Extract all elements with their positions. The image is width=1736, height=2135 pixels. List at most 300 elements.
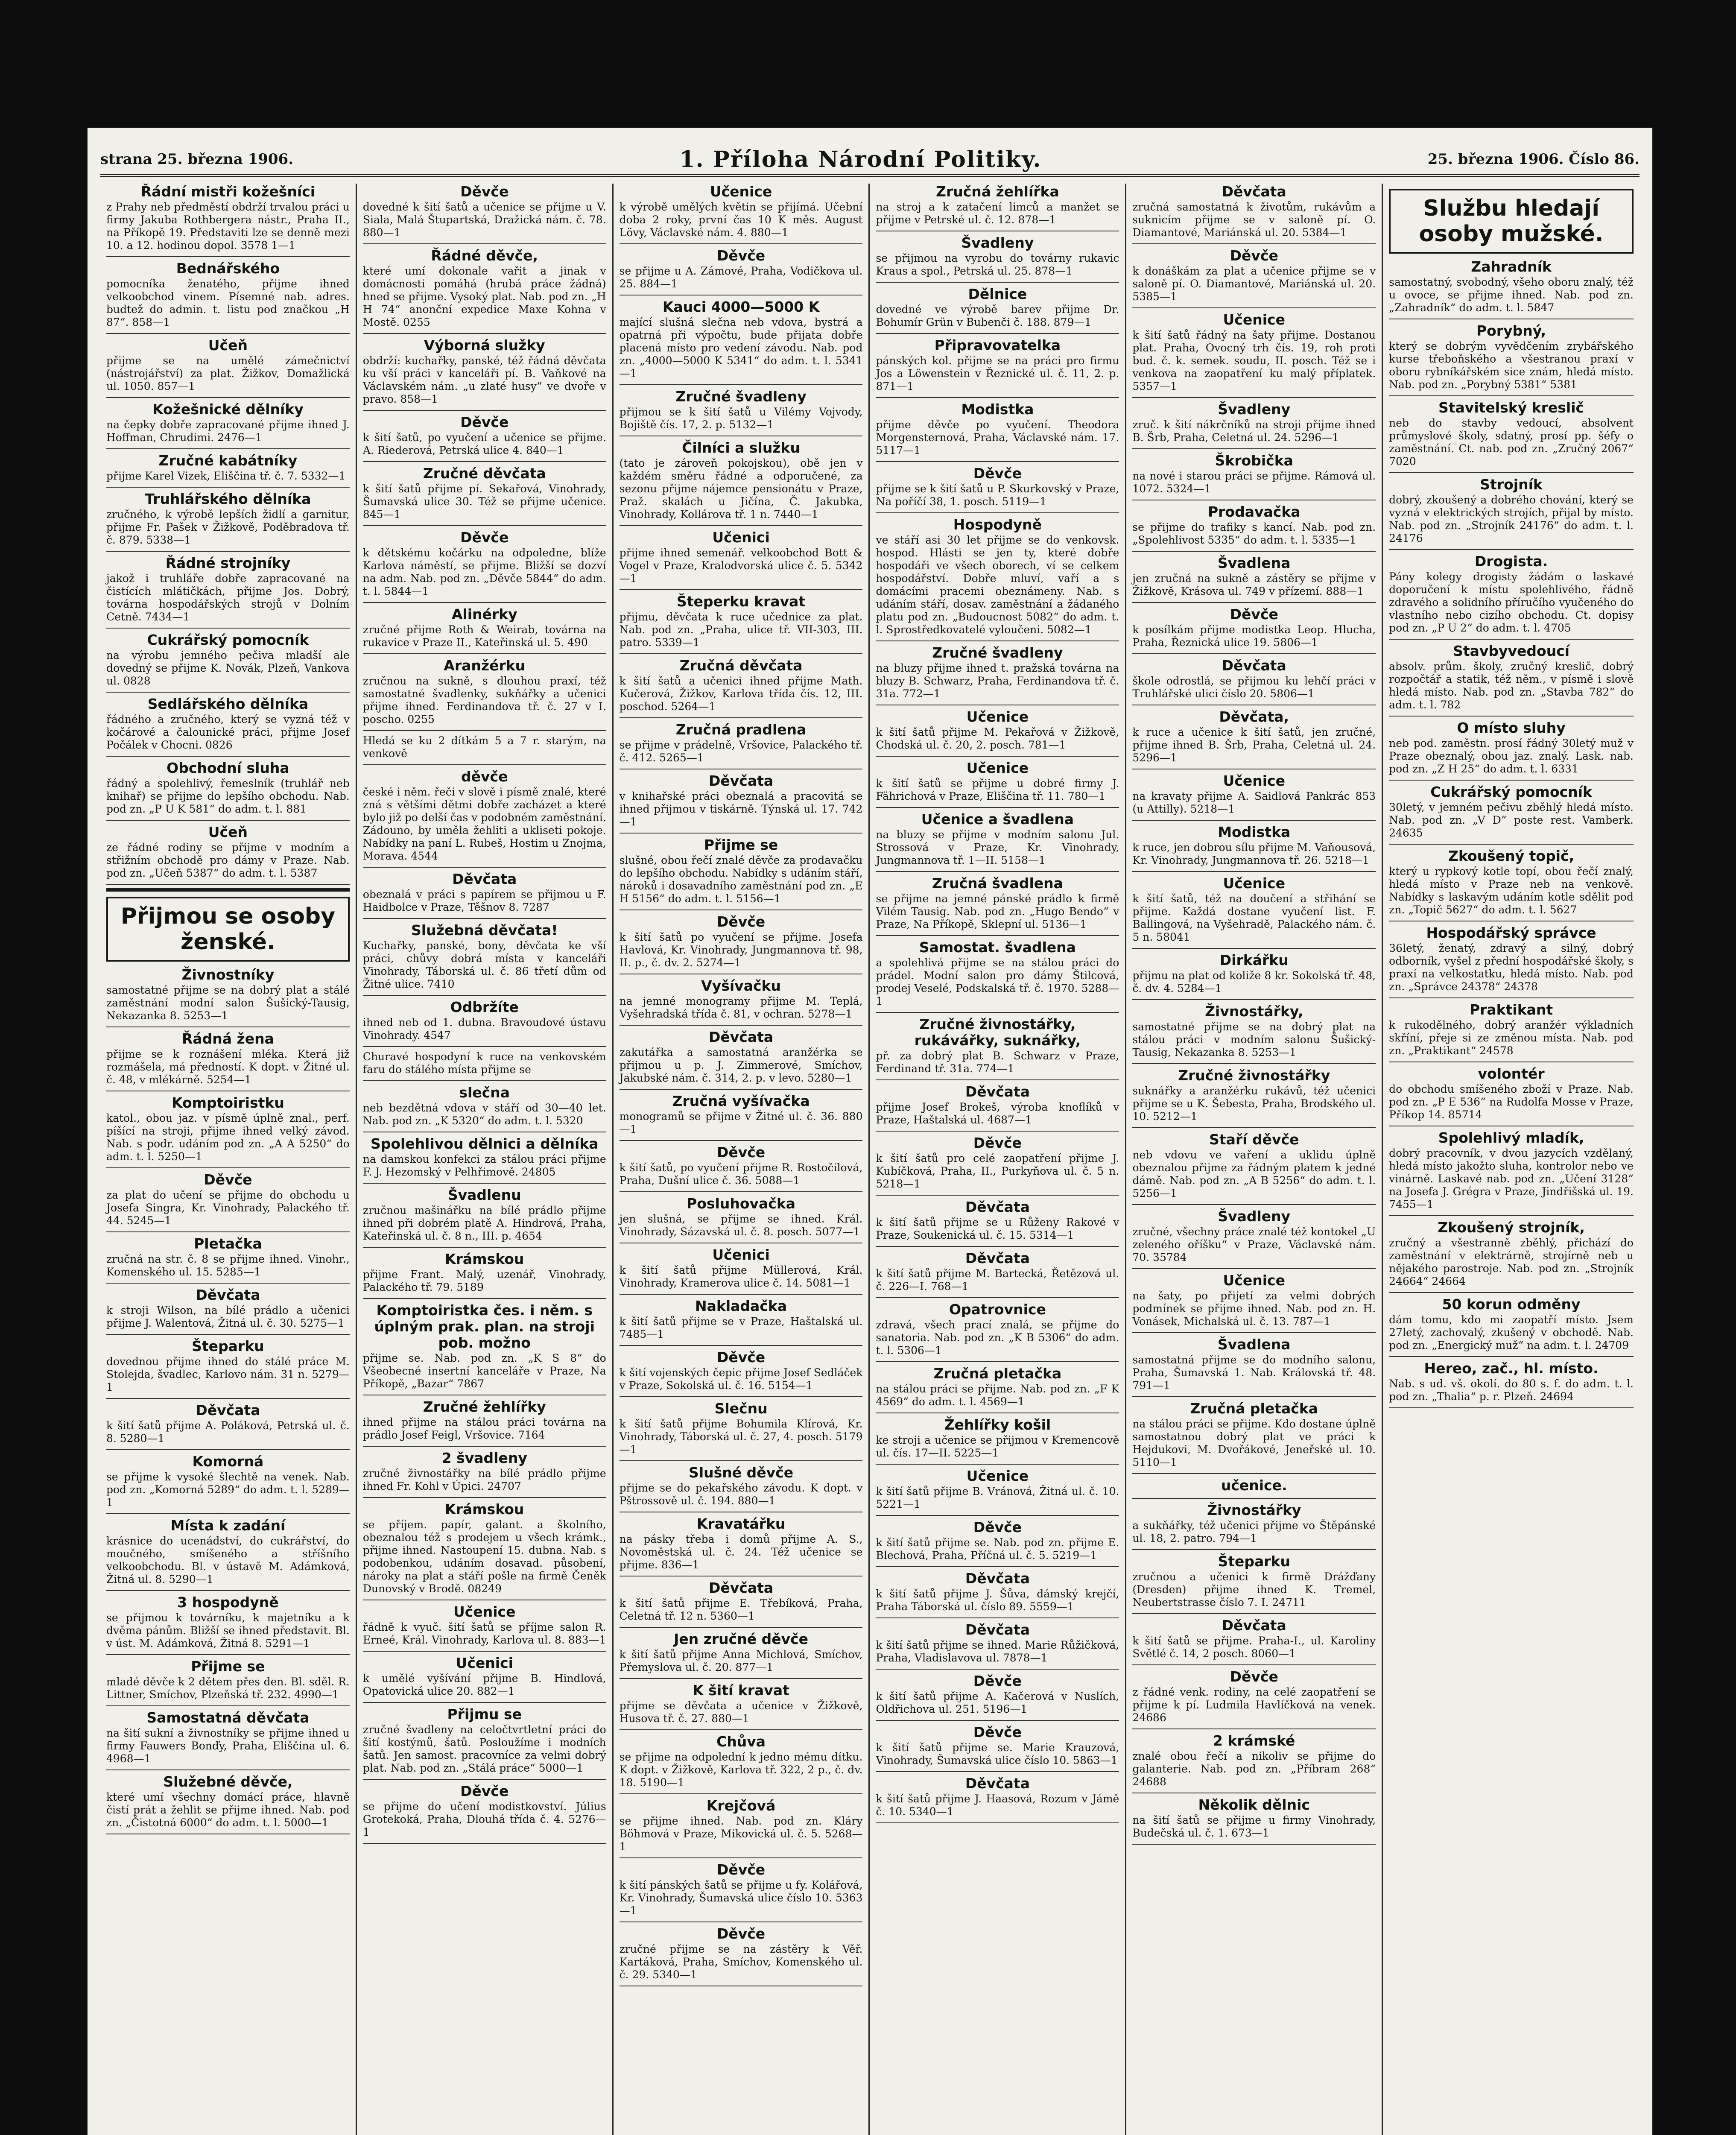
classified-ad [876,645,1119,700]
ad-divider [876,1617,1119,1618]
ad-heading: Hospodyně [953,516,1042,533]
ad-heading: Děvče [973,1135,1022,1151]
ad-divider [1389,716,1634,717]
classified-ad [876,184,1119,226]
ad-body: obdrží: kuchařky, panské, též řádná děvčata ku vší práci v kanceláři pí. B. Vaňkové na Václavském nám. „u zlaté husy“ ve dvoře v pravo. 858—1 [362,354,606,405]
ad-body: na výrobu jemného pečiva mladší ale dovedný se přijme K. Novák, Plzeň, Vankova ul. 0828 [106,649,350,687]
ad-body: řádného a zručného, který se vyzná též v kočárové a čalounické práci, přijme Josef Počálek v Chocni. 0826 [106,713,350,751]
ad-body: k šití šatů přijme B. Vránová, Žitná ul. č. 10. 5221—1 [876,1485,1119,1510]
ad-divider [876,1012,1119,1013]
ad-heading: K šití kravat [693,1682,789,1699]
ad-body: a sukňářky, též učenici přijme vo Štěpánské ul. 18, 2. patro. 794—1 [1132,1519,1376,1544]
section-heading-box: Přijmou se osoby ženské. [106,897,350,962]
ad-body: suknářky a aranžérku rukávů, též učenici přijme se u K. Šebesta, Praha, Brodského ul. 10. 5212—1 [1132,1085,1376,1123]
ad-divider [106,820,350,821]
masthead [100,144,1640,177]
ad-divider [620,1089,863,1090]
section-rule [106,888,350,892]
ad-body: na jemné monogramy přijme M. Teplá, Vyšehradská třída č. 81, v ochran. 5278—1 [619,995,863,1020]
classified-ad [363,1187,606,1243]
classified-ad [1132,773,1376,816]
ad-body: se přijme na jemné pánské prádlo k firmě Vilém Tausig. Nab. pod zn. „Hugo Bendo“ v Praze, Na Příkopě, Sklepní ul. 5136—1 [876,892,1119,930]
ad-heading: Cukrářský pomocník [1430,784,1592,800]
ad-body: dám tomu, kdo mi zaopatří místo. Jsem 27letý, zachovalý, zkušený v obchodě. Nab. pod zn. „Energický muž“ na adm. t. l. 24709 [1389,1313,1634,1351]
classified-ad [1389,925,1634,993]
ad-body: absolv. prům. školy, zručný kreslič, dobrý rozpočtář a statik, též něm., v písmě i slově hledá místo. Nab. pod zn. „Stavba 782“ do adm. t. l. 782 [1389,660,1634,711]
ad-body: škole odrostlá, se přijmou ku lehčí práci v Truhlářské ulici číslo 20. 5806—1 [1132,675,1376,700]
ad-heading: Děvčata [965,1083,1030,1100]
ad-heading: Učenici [456,1655,513,1671]
column-5 [1126,184,1383,2135]
ad-divider [1389,472,1634,473]
header-title: 1. Příloha Národní Politiky. [679,146,1042,173]
ad-body: k šití šatů po vyučení se přijme. Josefa Havlová, Kr. Vinohrady, Jungmannova tř. 98, II. p., č. dv. 2. 5274—1 [619,931,863,969]
ad-divider [106,1654,350,1655]
classified-ad [1132,401,1376,444]
ad-divider [106,397,350,398]
classified-ad [1132,1272,1376,1328]
ad-heading: Děvče [460,529,509,546]
ad-heading: Řádné děvče, [431,247,538,264]
ad-divider [1132,1063,1376,1064]
ad-heading: Děvčata [196,1287,260,1303]
ad-heading: Zručná pletačka [933,1365,1062,1382]
ad-divider [363,410,606,411]
ad-body: přijme Frant. Malý, uzenář, Vinohrady, Palackého tř. 79. 5189 [362,1268,606,1293]
ad-heading: Zručné živnostářky [1178,1067,1330,1084]
classified-ad [106,401,350,444]
ad-body: přijme se k roznášení mléka. Která již rozmášela, má předností. K dopt. v Žitné ul. č. 48, v mlékárně. 5254—1 [106,1048,350,1086]
ad-divider [1132,1473,1376,1474]
classified-ad [876,709,1119,752]
classified-ad [876,1622,1119,1664]
classified-ad [106,1236,350,1278]
ad-body: přijme se. Nab. pod zn. „K S 8“ do Všeobecné insertní kanceláře v Praze, Na Příkopě, „Bazar“ 7867 [362,1352,606,1390]
header-date-right: 25. března 1906. Číslo 86. [1427,151,1640,168]
classified-ad [876,1016,1119,1075]
ad-body: přijme se k šití šatů u P. Skurkovský v Praze, Na poříčí 38, 1. posch. 5119—1 [876,483,1119,508]
ad-divider [876,807,1119,808]
ad-divider [620,243,863,244]
ad-body: Churavé hospodyní k ruce na venkovském faru do stálého místa přijme se [362,1050,606,1076]
ad-heading: Děvčata, [1219,708,1289,725]
ad-body: k šití šatů, též na doučení a střihání se přijme. Každá dostane vyučení list. F. Ballingová, na Vyšehradě, Palackého nám. č. 5 n. 58041 [1132,892,1376,943]
classified-ad [1132,606,1376,649]
ad-body: k šití šatů pro celé zaopatření přijme J. Kubíčková, Praha, II., Purkyňova ul. č. 5 n. 5218—1 [876,1152,1119,1190]
ad-body: k ruce a učenice k šití šatů, jen zručné, přijme ihned B. Šrb, Praha, Celetná ul. 24. 5296—1 [1132,726,1376,764]
ad-divider [363,1702,606,1703]
ad-divider [1132,243,1376,244]
classified-ad [620,389,863,431]
ad-body: slušné, obou řečí znalé děvče za prodavačku do lepšího obchodu. Nabídky s udáním stáří, nároků i dosavadního zaměstnání pod zn. „E H 5156“ do adm. t. l. 5156—1 [619,854,863,905]
classified-ad [363,769,606,863]
ad-divider [1132,1204,1376,1205]
ad-body: pomocníka ženatého, přijme ihned velkoobchod vinem. Písemné nab. adres. budtež do admin. t. listu pod značkou „H 87“. 858—1 [106,278,350,328]
ad-divider [1132,1844,1376,1845]
ad-heading: Služebná děvčata! [411,922,558,939]
classified-ad [620,1631,863,1674]
ad-body: k umělé vyšívání přijme B. Hindlová, Opatovická ulice 20. 882—1 [362,1672,606,1697]
classified-ad [1132,248,1376,303]
classified-ad [876,1301,1119,1357]
column-2 [357,184,614,2135]
ad-body: se přijme na odpolední k jedno mému dítku. K dopt. v Žižkově, Karlova tř. 322, 2 p., č. dv. 18. 5190—1 [619,1751,863,1789]
ad-heading: Odbržíte [450,999,519,1015]
classified-ad [1389,323,1634,391]
ad-body: přijme ihned semenář. velkoobchod Bott & Vogel v Praze, Kralodvorská ulice č. 5. 5342—1 [619,547,863,585]
ad-body: na šití sukní a živnostníky se přijme ihned u firmy Fauwers Bonďy, Praha, Eliščina ul. 6. 4968—1 [106,1727,350,1765]
ad-body: k výrobě umělých květin se přijímá. Učební doba 2 roky, první čas 10 K měs. August Lövy, Václavské nám. 4. 880—1 [619,201,863,239]
ad-body: se přijme u A. Zámové, Praha, Vodičkova ul. 25. 884—1 [619,265,863,290]
classified-ad [620,1580,863,1623]
ad-body: k šití šatů a učenici ihned přijme Math. Kučerová, Žižkov, Karlova třída čís. 12, III. poschod. 5264—1 [619,675,863,713]
classified-ad [106,760,350,816]
ad-body: jen zručná na sukně a zástěry se přijme v Žižkově, Krásova ul. 749 v přízemí. 888—1 [1132,572,1376,597]
ad-divider [620,1191,863,1192]
classified-ad [1389,1296,1634,1352]
classified-ad [363,529,606,598]
ad-heading: Pletačka [194,1235,262,1252]
ad-divider [106,1167,350,1168]
ad-body: k šití šatů přijme M. Bartecká, Řetězová ul. č. 226—I. 768—1 [876,1267,1119,1293]
ad-divider [1132,1498,1376,1499]
ad-heading: Děvče [716,247,766,264]
classified-ad [1389,1130,1634,1211]
ad-body: na stálou práci se přijme. Nab. pod zn. „F K 4569“ do adm. t. l. 4569—1 [876,1383,1119,1408]
ad-body: k rukodělného, dobrý aranžér výkladních skříní, přeje si ze změnou místa. Nab. pod zn. „Praktikant“ 24578 [1389,1019,1634,1057]
ad-heading: Děvčata [1222,184,1286,200]
ad-divider [876,1131,1119,1132]
ad-body: k šití šatů přijme se. Nab. pod zn. přijme E. Blechová, Praha, Příčná ul. č. 5. 5219—1 [876,1536,1119,1562]
ad-body: se přijme do učení modistkovství. Július Grotekoká, Praha, Dlouhá třída č. 4. 5276—1 [362,1800,606,1838]
classified-ad [1132,1337,1376,1392]
classified-ad [620,1247,863,1290]
ad-divider [106,884,350,885]
ad-divider [363,461,606,462]
classified-ad [620,1516,863,1571]
section-heading-box: Službu hledají osoby mužské. [1389,189,1634,254]
ad-body: př. za dobrý plat B. Schwarz v Praze, Ferdinand tř. 31a. 774—1 [876,1050,1119,1075]
ad-body: na damskou konfekci za stálou práci přijme F. J. Hezomský v Pelhřimově. 24805 [362,1153,606,1178]
classified-ad [1132,555,1376,598]
ad-body: ve stáří asi 30 let přijme se do venkovsk. hospod. Hlásti se jen ty, které dobře hospodáři ve všech oborech, ví se celkem hospodářství. Dobře mluví, vaří a s domácími pracemi obeznámeny. Nab. s udáním stáří, dosav. zaměstnání a žádaného platu pod zn. „Budoucnost 5082“ do adm. t. l. Sprostředkovatelé vyloučeni. 5082—1 [876,534,1119,636]
ad-heading: Šteparku [192,1338,264,1354]
ad-divider [620,1294,863,1295]
ad-body: české i něm. řeči v slově i písmě znalé, které zná s většími dětmi dobře zacházet a které bylo již po delší čas v podobném zaměstnání. Zádouno, by uměla žehliti a ukliseti pokoje. Nabídky na paní L. Rubeš, Hostim u Znojma, Morava. 4544 [362,786,606,862]
classified-ad [363,871,606,914]
ad-body: pánských kol. přijme se na práci pro firmu Jos a Löwenstein v Řeznické ul. č. 11, 2. p. 871—1 [876,354,1119,392]
ad-body: k šití šatů řádný na šaty přijme. Dostanou plat. Praha, Ovocný trh čís. 19, roh proti bud. č. k. semek. soudu, II. posch. Též se i venkova na zaopatření ku malý příplatek. 5357—1 [1132,329,1376,392]
classified-ad [1389,848,1634,916]
ad-divider [1132,1127,1376,1128]
classified-ad [1132,824,1376,867]
ad-heading: Kravatářku [696,1515,786,1532]
ad-heading: Komptoiristku [171,1094,284,1111]
ad-heading: Komorná [192,1453,264,1470]
classified-ad [876,1775,1119,1818]
ad-divider [1132,1613,1376,1614]
classified-ad [1132,1208,1376,1264]
ad-body: se přijme ihned. Nab. pod zn. Kláry Böhmová v Praze, Mikovická ul. č. 5. 5268—1 [619,1815,863,1853]
ad-heading: Alinérky [451,606,517,623]
ad-divider [363,995,606,996]
classified-ad [620,978,863,1021]
ad-divider [876,1246,1119,1247]
classified-ad [363,1604,606,1647]
ad-heading: Opatrovnice [949,1301,1046,1318]
ad-heading: Švadleny [1218,401,1291,418]
ad-heading: Dirkářku [1219,952,1289,968]
ad-divider [106,1283,350,1284]
ad-body: k posílkám přijme modistka Leop. Hlucha, Praha, Řeznická ulice 19. 5806—1 [1132,623,1376,649]
header-date-left: strana 25. března 1906. [100,151,294,168]
ad-heading: Děvče [973,1724,1022,1740]
ad-heading: Slušné děvče [689,1464,794,1481]
classified-ad [1132,1669,1376,1724]
ad-divider [876,1195,1119,1196]
ad-divider [106,1398,350,1399]
classified-ad [363,922,606,991]
classified-ad [363,999,606,1042]
ad-body: ze řádné rodiny se přijme v modním a střižním obchodě pro dámy v Praze. Nab. pod zn. „Učeň 5387“ do adm. t. l. 5387 [106,841,350,879]
ad-divider [1389,1292,1634,1293]
ad-divider [106,1231,350,1232]
classified-ad [620,1196,863,1238]
classified-ad [106,824,350,880]
ad-divider [1389,997,1634,998]
ad-divider [1132,653,1376,654]
ad-heading: Výborná služky [424,337,545,354]
ad-divider [1389,639,1634,640]
ad-body: na čepky dobře zapracované přijme ihned J. Hoffman, Chrudimi. 2476—1 [106,418,350,444]
ad-body: dovednou přijme ihned do stálé práce M. Stolejda, švadlec, Karlovo nám. 31 n. 5279—1 [106,1355,350,1393]
classified-ad [106,967,350,1022]
ad-divider [363,333,606,334]
classified-ad [1132,312,1376,393]
ad-heading: Učenice [1223,772,1285,789]
ad-heading: děvče [461,768,508,785]
ad-divider [1132,999,1376,1000]
ad-body: přijme se děvčata a učenice v Žižkově, Husova tř. č. 27. 880—1 [619,1699,863,1725]
ad-heading: Zručná žehlířka [936,184,1059,200]
ad-heading: Zručné živnostářky, rukávářky, suknářky, [914,1016,1081,1049]
ad-divider [1132,1549,1376,1550]
ad-heading: Místa k zadání [170,1517,286,1534]
ad-heading: Modistka [961,401,1034,418]
ad-body: zručné, všechny práce znalé též kontokel „U zeleného oříšku“ v Praze, Václavské nám. 70. 35784 [1132,1225,1376,1263]
ad-body: Nab. s ud. vš. okolí. do 80 s. f. do adm. t. l. pod zn. „Thalia“ p. r. Plzeň. 24694 [1389,1378,1634,1403]
ad-heading: Učenice [1223,1272,1285,1289]
ad-body: krásnice do ucenádství, do cukrářství, do moučného, smíšeného a stříšního velkoobchodu. Bl. v ústavě M. Adámková, Žitná ul. 8. 5290—1 [106,1535,350,1585]
ad-body: samostatné přijme se na dobrý plat a stálé zaměstnání modní salon Šušický-Tausig, Nekazanka 8. 5253—1 [106,984,350,1022]
ad-divider [363,1183,606,1184]
ad-body: samostatný, svobodný, všeho oboru znalý, též u ovoce, se přijme ihned. Nab. pod zn. „Zahradník“ do adm. t. l. 5847 [1389,276,1634,314]
classified-ad [363,1655,606,1698]
ad-heading: Švadlenu [447,1187,521,1203]
ad-heading: Učenice [710,184,772,200]
ad-heading: Strojník [1480,476,1543,493]
classified-ad [1132,658,1376,700]
classified-ad [1389,1066,1634,1121]
classified-ad [1389,784,1634,839]
ad-divider [876,871,1119,872]
ad-divider [106,333,350,334]
ad-divider [620,1140,863,1141]
ad-heading: Zručná pletačka [1190,1400,1318,1417]
ad-heading: Krámskou [445,1251,524,1267]
ad-divider [1389,1407,1634,1408]
ad-heading: Děvčata [965,1570,1030,1587]
classified-ad [620,837,863,905]
classified-ad [106,1710,350,1765]
ad-divider [106,1334,350,1335]
ad-divider [106,1513,350,1514]
classified-ad [1389,400,1634,468]
classified-ad [620,1862,863,1917]
ad-heading: Děvčata [708,1029,774,1045]
ad-divider [620,589,863,590]
ad-divider [106,448,350,449]
ad-divider [620,1345,863,1346]
ad-heading: 50 korun odměny [1442,1296,1581,1313]
ad-heading: Učenice [1223,875,1285,892]
classified-ad [363,1085,606,1127]
ad-divider [620,1460,863,1461]
classified-ad [1389,1360,1634,1403]
ad-heading: Samostatná děvčata [146,1709,310,1726]
ad-heading: Děvče [1230,247,1278,264]
classified-ad [876,286,1119,329]
ad-body: se přijmou k továrníku, k majetníku a k dvěma pánům. Bližší se ihned představit. Bl. v úst. M. Adámková, Žitná 8. 5291—1 [106,1611,350,1650]
ad-heading: Děvčata [1222,657,1286,674]
ad-body: který u rypkový kotle topí, obou řečí znalý, hledá místo v Praze neb na venkově. Nabídky s laskavým udáním kotle sdělit pod zn. „Topič 5627“ do adm. t. l. 5627 [1389,865,1634,916]
ad-body: řádně k vyuč. šití šatů se příjme salon R. Erneé, Král. Vinohrady, Karlova ul. 8. 883—1 [362,1621,606,1646]
ad-divider [363,653,606,654]
ad-divider [876,1720,1119,1721]
classified-ad [876,1417,1119,1459]
ad-divider [363,1080,606,1081]
ad-heading: O místo sluhy [1457,719,1566,736]
ad-heading: Přijme se [191,1658,265,1675]
ad-heading: Praktikant [1469,1001,1553,1018]
ad-body: které umí dokonale vařit a jinak v domácnosti pomáhá (hrubá práce žádná) hned se přijme. Vysoký plat. Nab. pod zn. „H H 74“ anonční expedice Maxe Kohna v Mostě. 0255 [362,265,606,328]
ad-heading: Učenice [966,760,1029,776]
classified-ad [620,1682,863,1725]
ad-body: k šití šatů, po vyučení přijme R. Rostočilová, Praha, Dušní ulice č. 36. 5088—1 [619,1161,863,1187]
ad-body: a spolehlivá přijme se na stálou práci do prádel. Modní salon pro dámy Štilcová, prodej Veselé, Podskalská tř. č. 1970. 5288—1 [876,956,1119,1007]
ad-heading: Zkoušený topič, [1448,848,1575,864]
ad-body: k šití šatů se přijme. Praha-I., ul. Karoliny Světlé č. 14, 2 posch. 8060—1 [1132,1635,1376,1660]
ad-body: zručnou a učenici k firmě Drážďany (Dresden) přijme ihned K. Tremel, Neubertstrasse číslo 7. I. 24711 [1132,1571,1376,1609]
ad-divider [363,867,606,868]
ad-heading: Živnostářky, [1205,1003,1303,1020]
ad-body: se přijme do trafiky s kancí. Nab. pod zn. „Spolehlivost 5335“ do adm. t. l. 5335—1 [1132,521,1376,546]
classified-ad [363,1783,606,1839]
ad-heading: učenice. [1221,1477,1287,1494]
ad-divider [876,333,1119,334]
ad-heading: Učenice [966,1468,1029,1484]
classified-ad [620,1029,863,1085]
ad-body: přijmu, děvčata k ruce učednice za plat. Nab. pod zn. „Praha, ulice tř. VII-303, III. patro. 5339—1 [619,611,863,649]
ad-divider [106,1705,350,1706]
ad-body: za plat do učení se přijme do obchodu u Josefa Singra, Kr. Vinohrady, Palackého tř. 44. 5245—1 [106,1189,350,1227]
ad-divider [363,1497,606,1498]
ad-body: na šití šatů se přijme u firmy Vinohrady, Budečská ul. č. 1. 673—1 [1132,1814,1376,1839]
ad-heading: Děvče [460,414,509,430]
ad-heading: Slečnu [714,1400,768,1417]
ad-heading: Porybný, [1476,322,1546,339]
ad-body: 36letý, ženatý, zdravý a silný, dobrý odborník, vyšel z přední hospodářské školy, s praxí na velkostatku, hledá místo. Nab. pod zn. „Správce 24378“ 24378 [1389,942,1634,993]
ad-heading: Zručné žehlířky [423,1398,546,1415]
classified-ad [876,1366,1119,1408]
ad-heading: Děvčata [196,1402,260,1418]
ad-divider [363,243,606,244]
ad-divider [876,512,1119,513]
ad-body: se přijme k vysoké šlechtě na venek. Nab. pod zn. „Komorná 5289“ do adm. t. l. 5289—1 [106,1471,350,1509]
classified-ad [620,1298,863,1341]
ad-divider [363,1779,606,1780]
classified-ad [876,1468,1119,1511]
classified-ad [363,1450,606,1493]
classified-ad [620,248,863,290]
classified-ad [1132,1797,1376,1840]
ad-heading: Děvčata [1222,1617,1286,1634]
classified-ad [1132,1617,1376,1660]
ad-divider [106,756,350,757]
ad-divider [876,640,1119,641]
ad-body: který se dobrým vyvědčením zrybářského kurse třeboňského a všestranou praxí v oboru rybníkářském sice znám, hledá místo. Nab. pod zn. „Porybný 5381“ 5381 [1389,340,1634,391]
ad-heading: Švadlena [1217,555,1291,571]
ad-divider [876,461,1119,462]
ad-heading: Přijmu se [447,1706,522,1723]
ad-divider [1132,948,1376,949]
ad-divider [1132,397,1376,398]
ad-heading: Bednářského [176,260,280,277]
classified-ad [363,248,606,329]
ad-divider [363,1843,606,1844]
ad-body: k šití vojenských čepic přijme Josef Sedláček v Praze, Sokolská ul. č. 16. 5154—1 [619,1366,863,1392]
ad-divider [106,1769,350,1770]
ad-body: obeznalá v práci s papírem se přijmou u F. Haidbolce v Praze, Těšnov 8. 7287 [362,888,606,913]
ad-body: přijme se do pekařského závodu. K dopt. v Pštrossově ul. č. 194. 880—1 [619,1482,863,1507]
ad-divider [876,1079,1119,1080]
classified-ad [620,722,863,764]
ad-body: samostatné přijme se na dobrý plat na stálou práci v modním salonu Šušický-Tausig, Nekazanka 8. 5253—1 [1132,1021,1376,1059]
ad-body: k šití šatů přijme J. Šůva, dámský krejčí, Praha Táborská ul. číslo 89. 5559—1 [876,1588,1119,1613]
classified-ad [106,491,350,547]
ad-heading: Švadlena [1217,1336,1291,1353]
classified-ad [363,1050,606,1076]
ad-body: mající slušná slečna neb vdova, bystrá a opatrná při výpočtu, bude přijata dobře placená místo pro vedení závodu. Nab. pod zn. „4000—5000 K 5341“ do adm. t. l. 5341—1 [619,316,863,380]
ad-heading: Děvčata [708,772,774,789]
ad-heading: Děvče [973,1519,1022,1535]
ad-body: na bluzy přijme ihned t. pražská továrna na bluzy B. Schwarz, Praha, Ferdinandova tř. č. 31a. 772—1 [876,662,1119,700]
ad-body: ihned neb od 1. dubna. Bravoudové ústavu Vinohrady. 4547 [362,1016,606,1041]
ad-heading: Samostat. švadlena [919,939,1076,956]
classified-ad [876,760,1119,803]
ad-heading: Připravovatelka [934,337,1061,354]
classified-ad [620,914,863,969]
ad-heading: Stavitelský kreslič [1438,399,1584,416]
ad-divider [1132,307,1376,308]
ad-heading: Děvčata [452,871,517,887]
ad-divider [106,1590,350,1591]
ad-divider [620,833,863,834]
ad-divider [620,1793,863,1794]
ad-body: zruč. k šití nákrčníků na stroji přijme ihned B. Šrb, Praha, Celetná ul. 24. 5296—1 [1132,418,1376,444]
ad-divider [620,1627,863,1628]
ad-body: na šaty, po přijetí za velmi dobrých podmínek se přijme ihned. Nab. pod zn. H. Vonásek, Michalská ul. č. 13. 787—1 [1132,1290,1376,1328]
